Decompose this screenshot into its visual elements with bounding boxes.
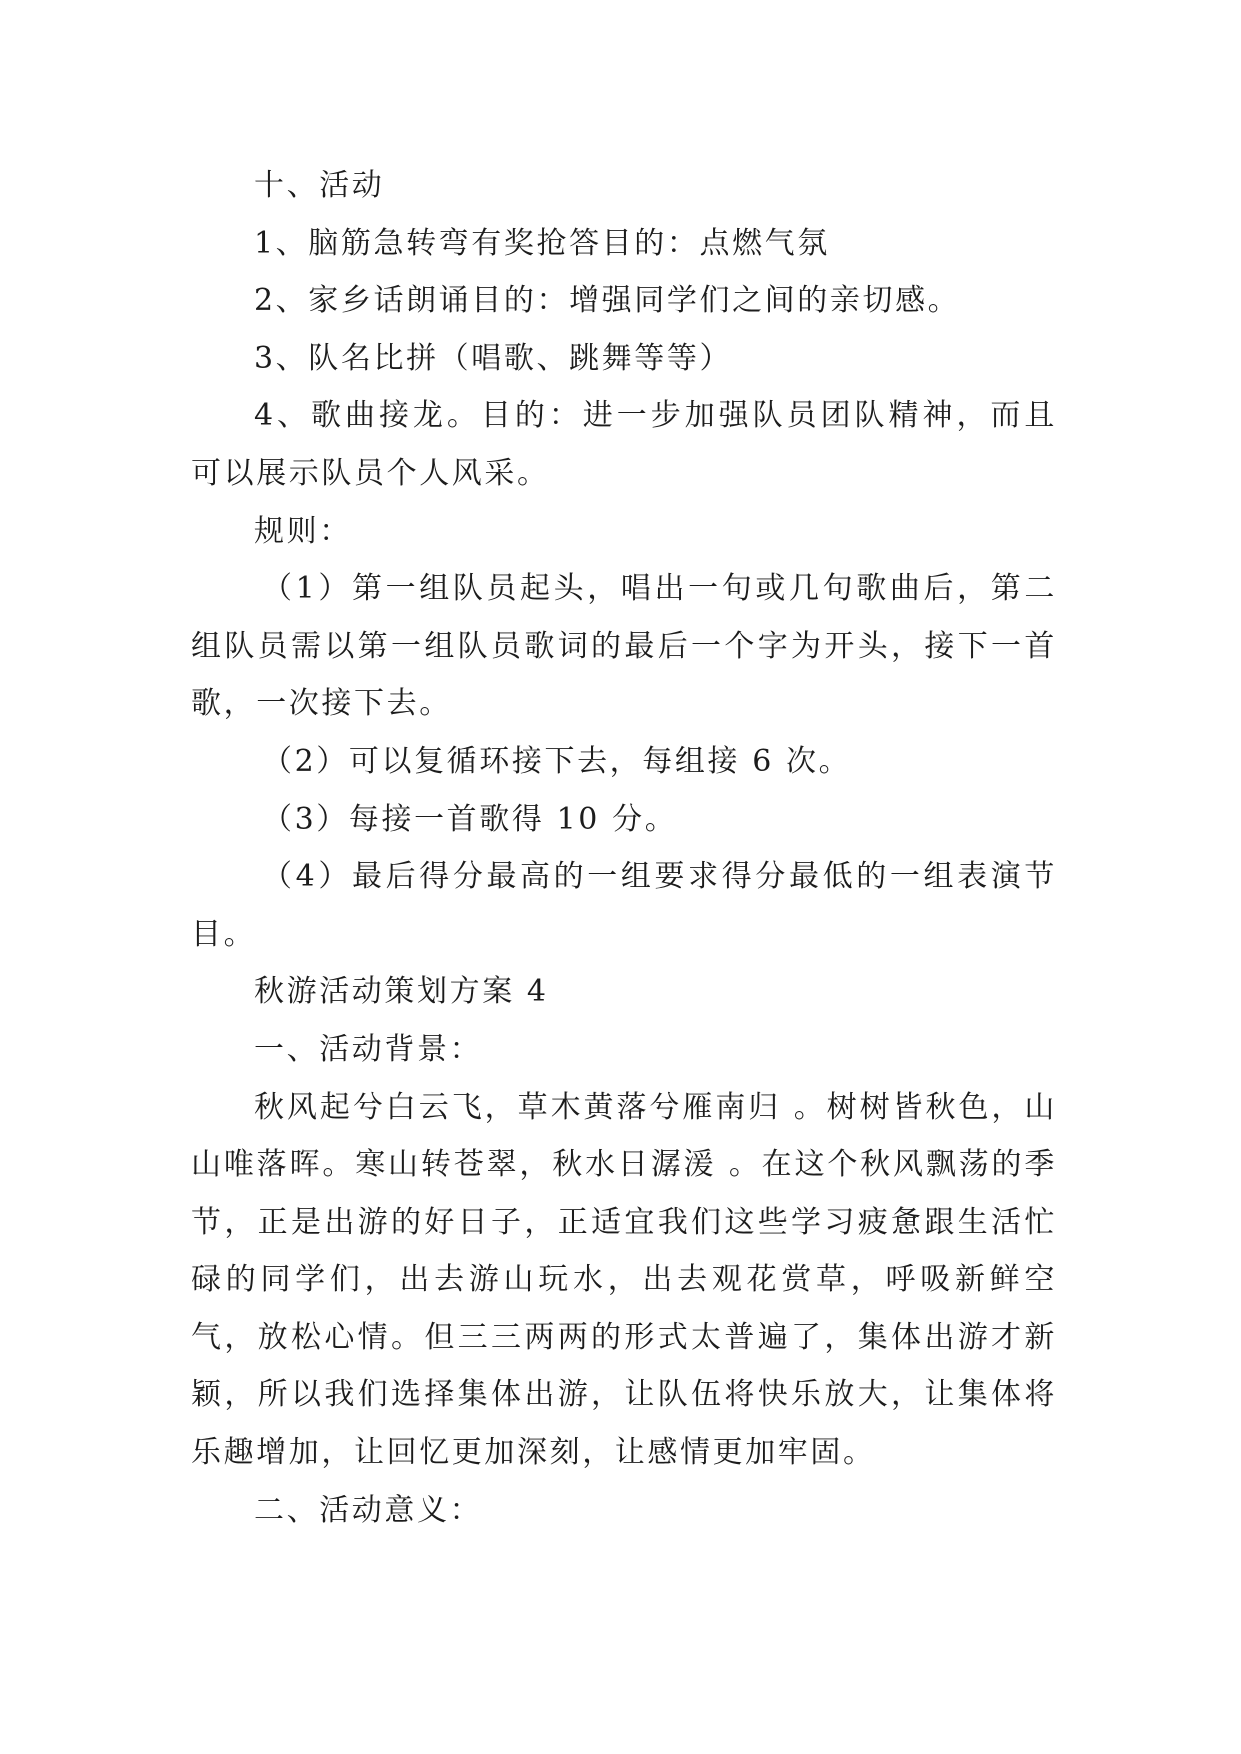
rule-item-1: （1）第一组队员起头，唱出一句或几句歌曲后，第二组队员需以第一组队员歌词的最后一个字为开头，接下一首歌，一次接下去。 <box>191 571 1057 722</box>
activity-item-2: 2、家乡话朗诵目的：增强同学们之间的亲切感。 <box>254 283 961 319</box>
section-heading-activities: 十、活动 <box>254 168 385 203</box>
rule-item-4: （4）最后得分最高的一组要求得分最低的一组表演节目。 <box>191 859 1057 952</box>
rules-heading: 规则： <box>254 513 352 549</box>
activity-item-1: 1、脑筋急转弯有奖抢答目的：点燃气氛 <box>254 225 830 261</box>
rule-item-3: （3）每接一首歌得 10 分。 <box>262 801 678 837</box>
plan-title: 秋游活动策划方案 4 <box>254 974 549 1010</box>
activity-item-4: 4、歌曲接龙。目的：进一步加强队员团队精神，而且可以展示队员个人风采。 <box>191 398 1057 491</box>
activity-item-3: 3、队名比拼（唱歌、跳舞等等） <box>254 340 733 376</box>
section-heading-background: 一、活动背景： <box>254 1031 483 1067</box>
rule-item-2: （2）可以复循环接下去，每组接 6 次。 <box>262 743 852 779</box>
document-body <box>191 157 1057 1539</box>
section-heading-significance: 二、活动意义： <box>254 1492 483 1528</box>
background-paragraph: 秋风起兮白云飞，草木黄落兮雁南归 。树树皆秋色，山山唯落晖。寒山转苍翠，秋水日潺湲 。在这个秋风飘荡的季节，正是出游的好日子，正适宜我们这些学习疲惫跟生活忙碌的同学们，出去游山玩水，出去观花赏草，呼吸新鲜空气，放松心情。但三三两两的形式太普遍了，集体出游才新颖，所以我们选择集体出游，让队伍将快乐放大，让集体将乐趣增加，让回忆更加深刻，让感情更加牢固。 <box>191 1089 1057 1471</box>
